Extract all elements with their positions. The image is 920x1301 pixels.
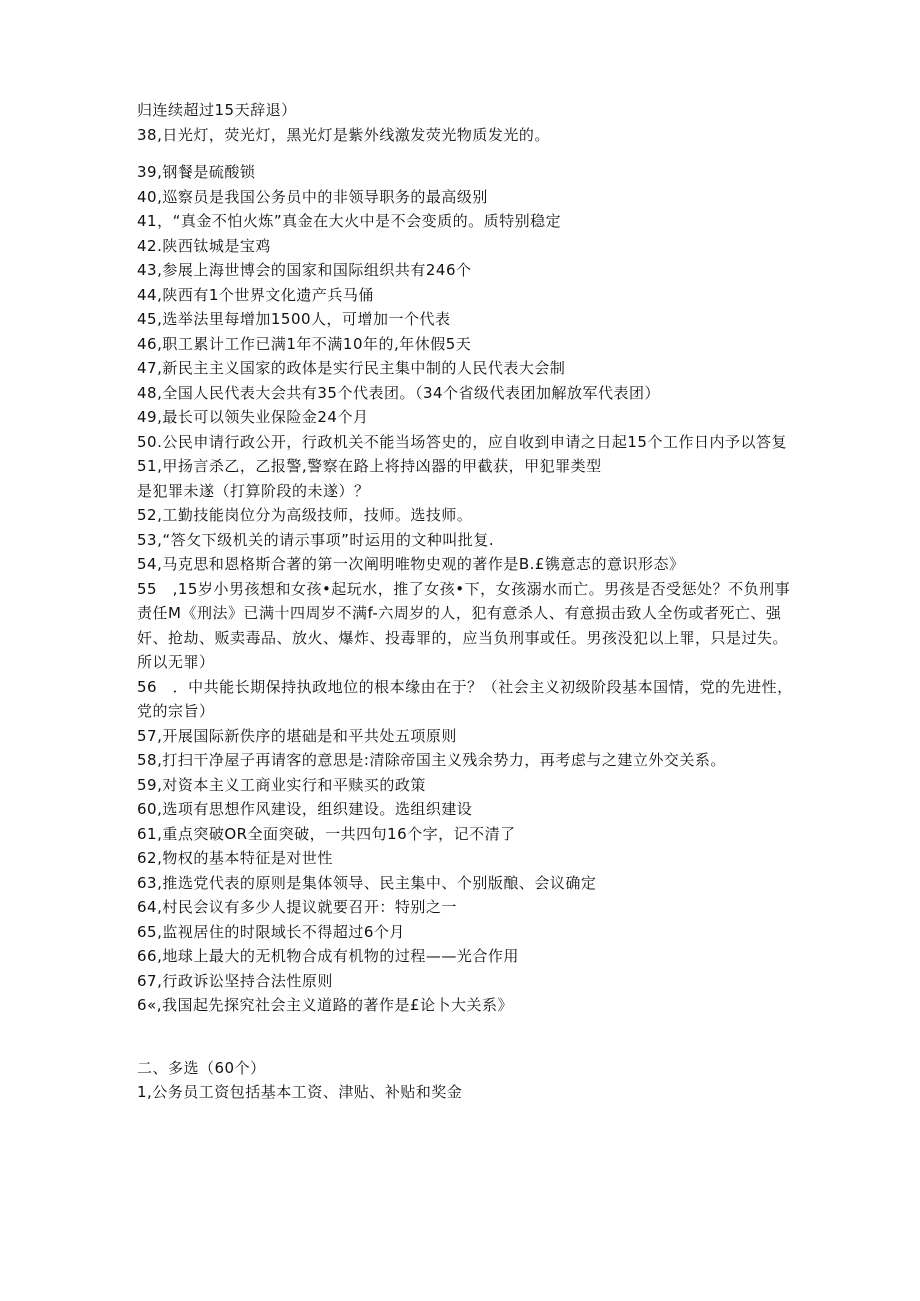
text-line-47: 47,新民主主义国家的政体是实行民主集中制的人民代表大会制 [137,359,566,377]
text-line-65: 65,监视居住的时限域长不得超过6个月 [137,922,405,941]
text-line-52: 52,工勤技能岗位分为高级技师，技师。选技师。 [137,506,473,524]
text-line-64: 64,村民会议有多少人提议就要召开：特别之一 [137,898,457,916]
text-line-48: 48,全国人民代表大会共有35个代表团。（34个省级代表团加解放军代表团） [137,383,661,402]
text-line-60: 60,选项有思想作风建设，组织建设。选组织建设 [137,800,473,818]
text-line-49: 49,最长可以领失业保险金24个月 [137,408,369,426]
text-line-44: 44,陕西有1个世界文化遗产兵马俑 [137,285,374,304]
text-para-50: 50.公民申请行政公开，行政机关不能当场答史的，应自收到申请之日起15个工作日内予以答复 [137,432,787,451]
text-line-37-tail: 归连续超过15天辞退） [137,101,297,119]
text-line-40: 40,巡察员是我国公务员中的非领导职务的最高级别 [137,187,488,206]
text-para-55: 55 ,15岁小男孩想和女孩•起玩水，推了女孩•下，女孩溺水而亡。男孩是否受惩处？不负刑事责任M《刑法》已满十四周岁不满f-六周岁的人，犯有意杀人、有意损击致人全伤或者死亡、强奸、抢劫、贩卖毒品、放火、爆炸、投毒罪的，应当负刑事或任。男孩没犯以上罪，只是过失。所以无罪） [137,579,791,671]
text-line-63: 63,推选党代表的原则是集体领导、民主集中、个别版酿、会议确定 [137,873,597,892]
spacer [137,1018,793,1056]
text-line-67: 67,行政诉讼坚持合法性原则 [137,971,333,990]
text-line-45: 45,选举法里每增加1500人，可增加一个代表 [137,310,451,328]
text-para-58: 58,打扫干净屋子再请客的意思是:清除帝国主义残余势力，再考虑与之建立外交关系。 [137,751,726,769]
text-line-41: 41，“真金不怕火炼”真金在大火中是不会变质的。质特别稳定 [137,212,562,230]
text-line-38: 38,日光灯，荧光灯，黑光灯是紫外线激发荧光物质发光的。 [137,125,550,144]
text-line-57: 57,开展国际新佚序的堪础是和平共处五项原则 [137,726,457,745]
text-line-61: 61,重点突破OR全面突破，一共四句16个字，记不清了 [137,824,516,843]
text-line-68: 6«,我国起先探究社会主义道路的著作是£论卜大关系》 [137,996,514,1014]
text-line-51a: 51,甲扬言杀乙，乙报警,警察在路上将持凶器的甲截获，甲犯罪类型 [137,457,602,475]
text-line-m1: 1,公务员工资包括基本工资、津贴、补贴和奖金 [137,1083,463,1101]
text-line-46: 46,职工累计工作已满1年不满10年的,年休假5天 [137,334,472,353]
text-line-54: 54,马克思和恩格斯合著的第一次阐明唯物史观的著作是B.£镌意志的意识形态》 [137,555,685,573]
text-line-62: 62,物权的基本特征是对世性 [137,849,333,867]
text-line-39: 39,钢餐是硫酸锁 [137,163,256,181]
spacer [137,147,793,160]
text-line-42: 42.陕西钛城是宝鸡 [137,236,271,255]
section-heading-multiple-choice: 二、多选（60个） [137,1058,266,1077]
document-page [137,98,793,1105]
text-line-66: 66,地球上最大的无机物合成有机物的过程——光合作用 [137,947,519,965]
text-line-43: 43,参展上海世博会的国家和国际组织共有246个 [137,261,472,279]
text-line-53: 53,“答攵下级机关的请示事项”时运用的文种叫批复. [137,530,495,549]
text-line-59: 59,对资本主义工商业实行和平赎买的政策 [137,775,426,794]
text-line-51b: 是犯罪未遂（打算阶段的未遂）？ [137,481,370,500]
text-para-56: 56 ．中共能长期保持执政地位的根本缘由在于？（社会主义初级阶段基本国情，党的先进性，党的宗旨） [137,677,793,720]
